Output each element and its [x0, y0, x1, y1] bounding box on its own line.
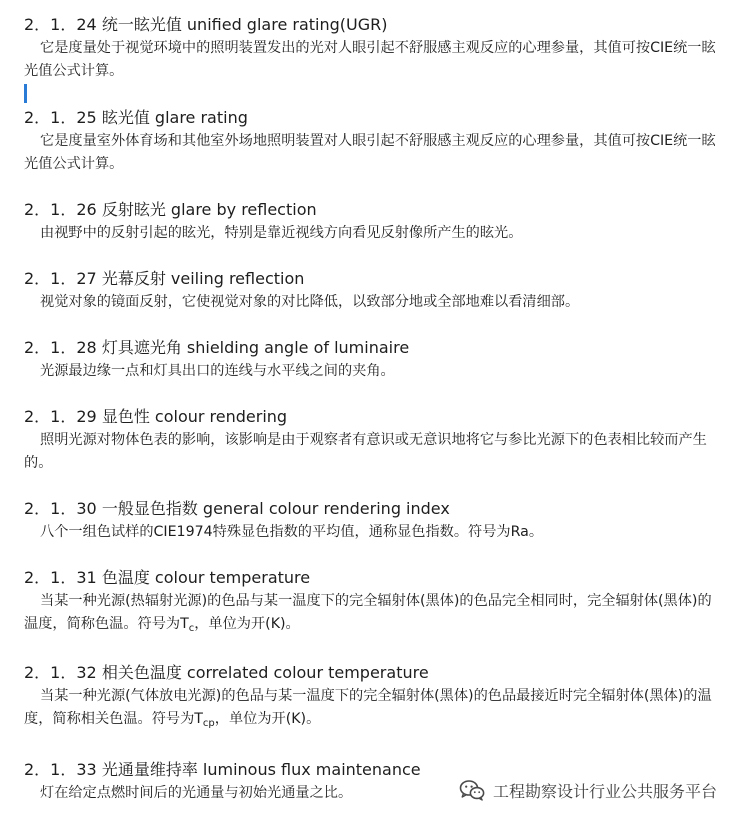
entry-heading — [24, 14, 724, 36]
entry-term: 光通量维持率 luminous flux maintenance — [101, 760, 421, 779]
entry-number: 2．1．29 — [24, 407, 97, 426]
entry-term: 光幕反射 veiling reflection — [101, 269, 305, 288]
entry-term: 灯具遮光角 shielding angle of luminaire — [101, 338, 410, 357]
entry-definition: 光源最边缘一点和灯具出口的连线与水平线之间的夹角。 — [40, 363, 395, 379]
source-watermark — [459, 778, 717, 802]
entry-definition: 由视野中的反射引起的眩光，特别是靠近视线方向看见反射像所产生的眩光。 — [40, 225, 523, 241]
entry-number: 2．1．25 — [24, 108, 97, 127]
entry-term: 显色性 colour rendering — [101, 407, 288, 426]
entry-number: 2．1．27 — [24, 269, 97, 288]
entry-2-1-24 — [24, 14, 724, 83]
entry-term: 统一眩光值 unified glare rating(UGR) — [101, 15, 388, 34]
entry-heading — [24, 199, 724, 221]
definition-text: 当某一种光源(气体放电光源)的色品与某一温度下的完全辐射体(黑体)的色品最接近时完全辐射体(黑体)的温度，简称相关色温。符号为T — [24, 688, 712, 727]
entry-definition — [24, 590, 718, 636]
entry-number: 2．1．24 — [24, 15, 97, 34]
definition-text-unit: ，单位为开(K)。 — [194, 616, 300, 632]
entry-number: 2．1．30 — [24, 499, 97, 518]
entry-2-1-32 — [24, 662, 724, 731]
text-cursor — [24, 84, 27, 103]
entry-2-1-26 — [24, 199, 724, 245]
entry-number: 2．1．26 — [24, 200, 97, 219]
entry-2-1-25 — [24, 107, 724, 176]
definition-text: 当某一种光源(热辐射光源)的色品与某一温度下的完全辐射体(黑体)的色品完全相同时，完全辐射体(黑体)的温度，简称色温。符号为T — [24, 593, 712, 632]
entry-definition: 它是度量处于视觉环境中的照明装置发出的光对人眼引起不舒服感主观反应的心理参量，其值可按CIE统一眩光值公式计算。 — [24, 40, 716, 79]
definition-text-unit: ，单位为开(K)。 — [214, 711, 321, 727]
entry-definition: 视觉对象的镜面反射，它使视觉对象的对比降低，以致部分地或全部地难以看清细部。 — [40, 294, 580, 310]
entry-definition: 它是度量室外体育场和其他室外场地照明装置对人眼引起不舒服感主观反应的心理参量，其值可按CIE统一眩光值公式计算。 — [24, 133, 716, 172]
entry-heading — [24, 107, 724, 129]
entry-2-1-28 — [24, 337, 724, 383]
entry-definition — [24, 685, 718, 731]
entry-term: 色温度 colour temperature — [101, 568, 311, 587]
entry-heading — [24, 337, 724, 359]
symbol-subscript: c — [188, 623, 195, 634]
wechat-icon — [459, 779, 485, 801]
entry-definition: 八个一组色试样的CIE1974特殊显色指数的平均值，通称显色指数。符号为Ra。 — [40, 524, 544, 540]
entry-number: 2．1．31 — [24, 568, 97, 587]
entry-definition: 灯在给定点燃时间后的光通量与初始光通量之比。 — [40, 785, 353, 801]
entry-2-1-27 — [24, 268, 724, 314]
entry-term: 眩光值 glare rating — [101, 108, 248, 127]
entry-term: 相关色温度 correlated colour temperature — [101, 663, 429, 682]
entry-number: 2．1．32 — [24, 663, 97, 682]
entry-definition: 照明光源对物体色表的影响，该影响是由于观察者有意识或无意识地将它与参比光源下的色表相比较而产生的。 — [24, 432, 707, 471]
entry-heading — [24, 662, 724, 684]
entry-number: 2．1．33 — [24, 760, 97, 779]
entry-number: 2．1．28 — [24, 338, 97, 357]
entry-heading — [24, 406, 724, 428]
entry-2-1-29 — [24, 406, 724, 475]
entry-heading — [24, 567, 724, 589]
entry-2-1-31 — [24, 567, 724, 636]
watermark-text: 工程勘察设计行业公共服务平台 — [492, 781, 717, 801]
entry-heading — [24, 498, 724, 520]
symbol-subscript: cp — [202, 718, 215, 729]
entry-heading — [24, 268, 724, 290]
entry-term: 一般显色指数 general colour rendering index — [101, 499, 450, 518]
entry-term: 反射眩光 glare by reflection — [101, 200, 317, 219]
entry-2-1-30 — [24, 498, 724, 544]
